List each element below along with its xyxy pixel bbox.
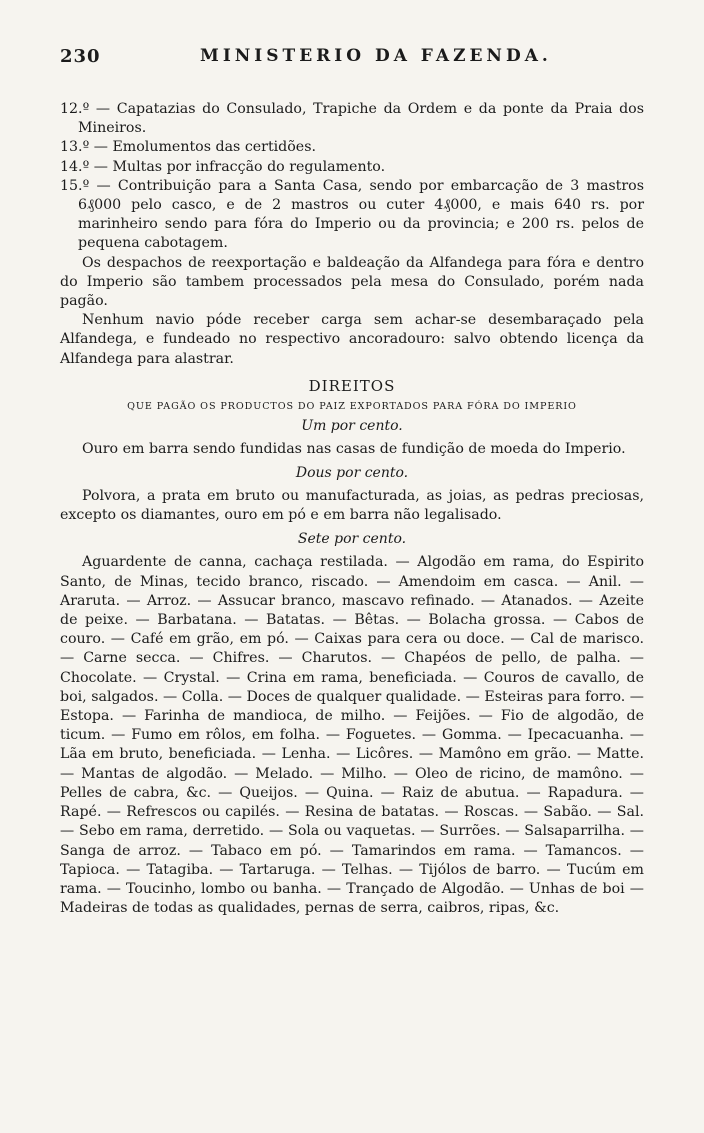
list-item: 13.º — Emolumentos das certidões. <box>60 139 316 156</box>
list-item: 14.º — Multas por infracção do regulamento. <box>60 158 386 175</box>
list-item: 12.º — Capatazias do Consulado, Trapiche da Ordem e da ponte da Praia dos Mineiros. <box>60 101 644 137</box>
page-header <box>60 44 644 100</box>
rate-text: Polvora, a prata em bruto ou manufacturada, as joias, as pedras preciosas, excepto os diamantes, ouro em pó e em barra não legalisado. <box>60 488 644 524</box>
page-number: 230 <box>60 46 101 67</box>
rate-heading: Um por cento. <box>301 417 403 434</box>
running-title: MINISTERIO DA FAZENDA. <box>200 46 552 66</box>
rate-heading: Dous por cento. <box>295 465 409 482</box>
paragraph: Nenhum navio póde receber carga sem achar-se desembaraçado pela Alfandega, e fundeado no respectivo ancoradouro: salvo obtendo licença da Alfandega para alastrar. <box>60 312 644 367</box>
rate-text: Ouro em barra sendo fundidas nas casas de fundição de moeda do Imperio. <box>82 440 626 457</box>
rate-heading: Sete por cento. <box>297 531 407 548</box>
section-subtitle: QUE PAGÃO OS PRODUCTOS DO PAIZ EXPORTADOS PARA FÓRA DO IMPERIO <box>127 400 577 412</box>
rate-text: Aguardente de canna, cachaça restilada. — Algodão em rama, do Espirito Santo, de Minas, tecido branco, riscado. — Amendoim em casca. — Anil. — Araruta. — Arroz. — Assucar branco, mascavo refinado. — Atanados. — Azeite de peixe. — Barbatana. — Batatas. — Bêtas. — Bolacha grossa. — Cabos de couro. — Café em grão, em pó. — Caixas para cera ou doce. — Cal de marisco. — Carne secca. — Chifres. — Charutos. — Chapéos de pello, de palha. — Chocolate. — Crystal. — Crina em rama, beneficiada. — Couros de cavallo, de boi, salgados. — Colla. — Doces de qualquer qualidade. — Esteiras para forro. — Estopa. — Farinha de mandioca, de milho. — Feijões. — Fio de algodão, de ticum. — Fumo em rôlos, em folha. — Foguetes. — Gomma. — Ipecacuanha. — Lãa em bruto, beneficiada. — Lenha. — Licôres. — Mamôno em grão. — Matte. — Mantas de algodão. — Melado. — Milho. — Oleo de ricino, de mamôno. — Pelles de cabra, &c. — Queijos. — Quina. — Raiz de abutua. — Rapadura. — Rapé. — Refrescos ou capilés. — Resina de batatas. — Roscas. — Sabão. — Sal. — Sebo em rama, derretido. — Sola ou vaquetas. — Surrões. — Salsaparrilha. — Sanga de arroz. — Tabaco em pó. — Tamarindos em rama. — Tamancos. — Tapioca. — Tatagiba. — Tartaruga. — Telhas. — Tijólos de barro. — Tucúm em rama. — Toucinho, lombo ou banha. — Trançado de Algodão. — Unhas de boi — Madeiras de todas as qualidades, pernas de serra, caibros, ripas, &c. <box>60 554 644 917</box>
section-title: DIREITOS <box>308 376 396 395</box>
list-item: 15.º — Contribuição para a Santa Casa, sendo por embarcação de 3 mastros 6₰000 pelo casco, e de 2 mastros ou cuter 4₰000, e mais 640 rs. por marinheiro sendo para fóra do Imperio ou da provincia; e 200 rs. pelos de pequena cabotagem. <box>60 177 644 252</box>
paragraph: Os despachos de reexportação e baldeação da Alfandega para fóra e dentro do Imperio são tambem processados pela mesa do Consulado, porém nada pagão. <box>60 254 644 310</box>
